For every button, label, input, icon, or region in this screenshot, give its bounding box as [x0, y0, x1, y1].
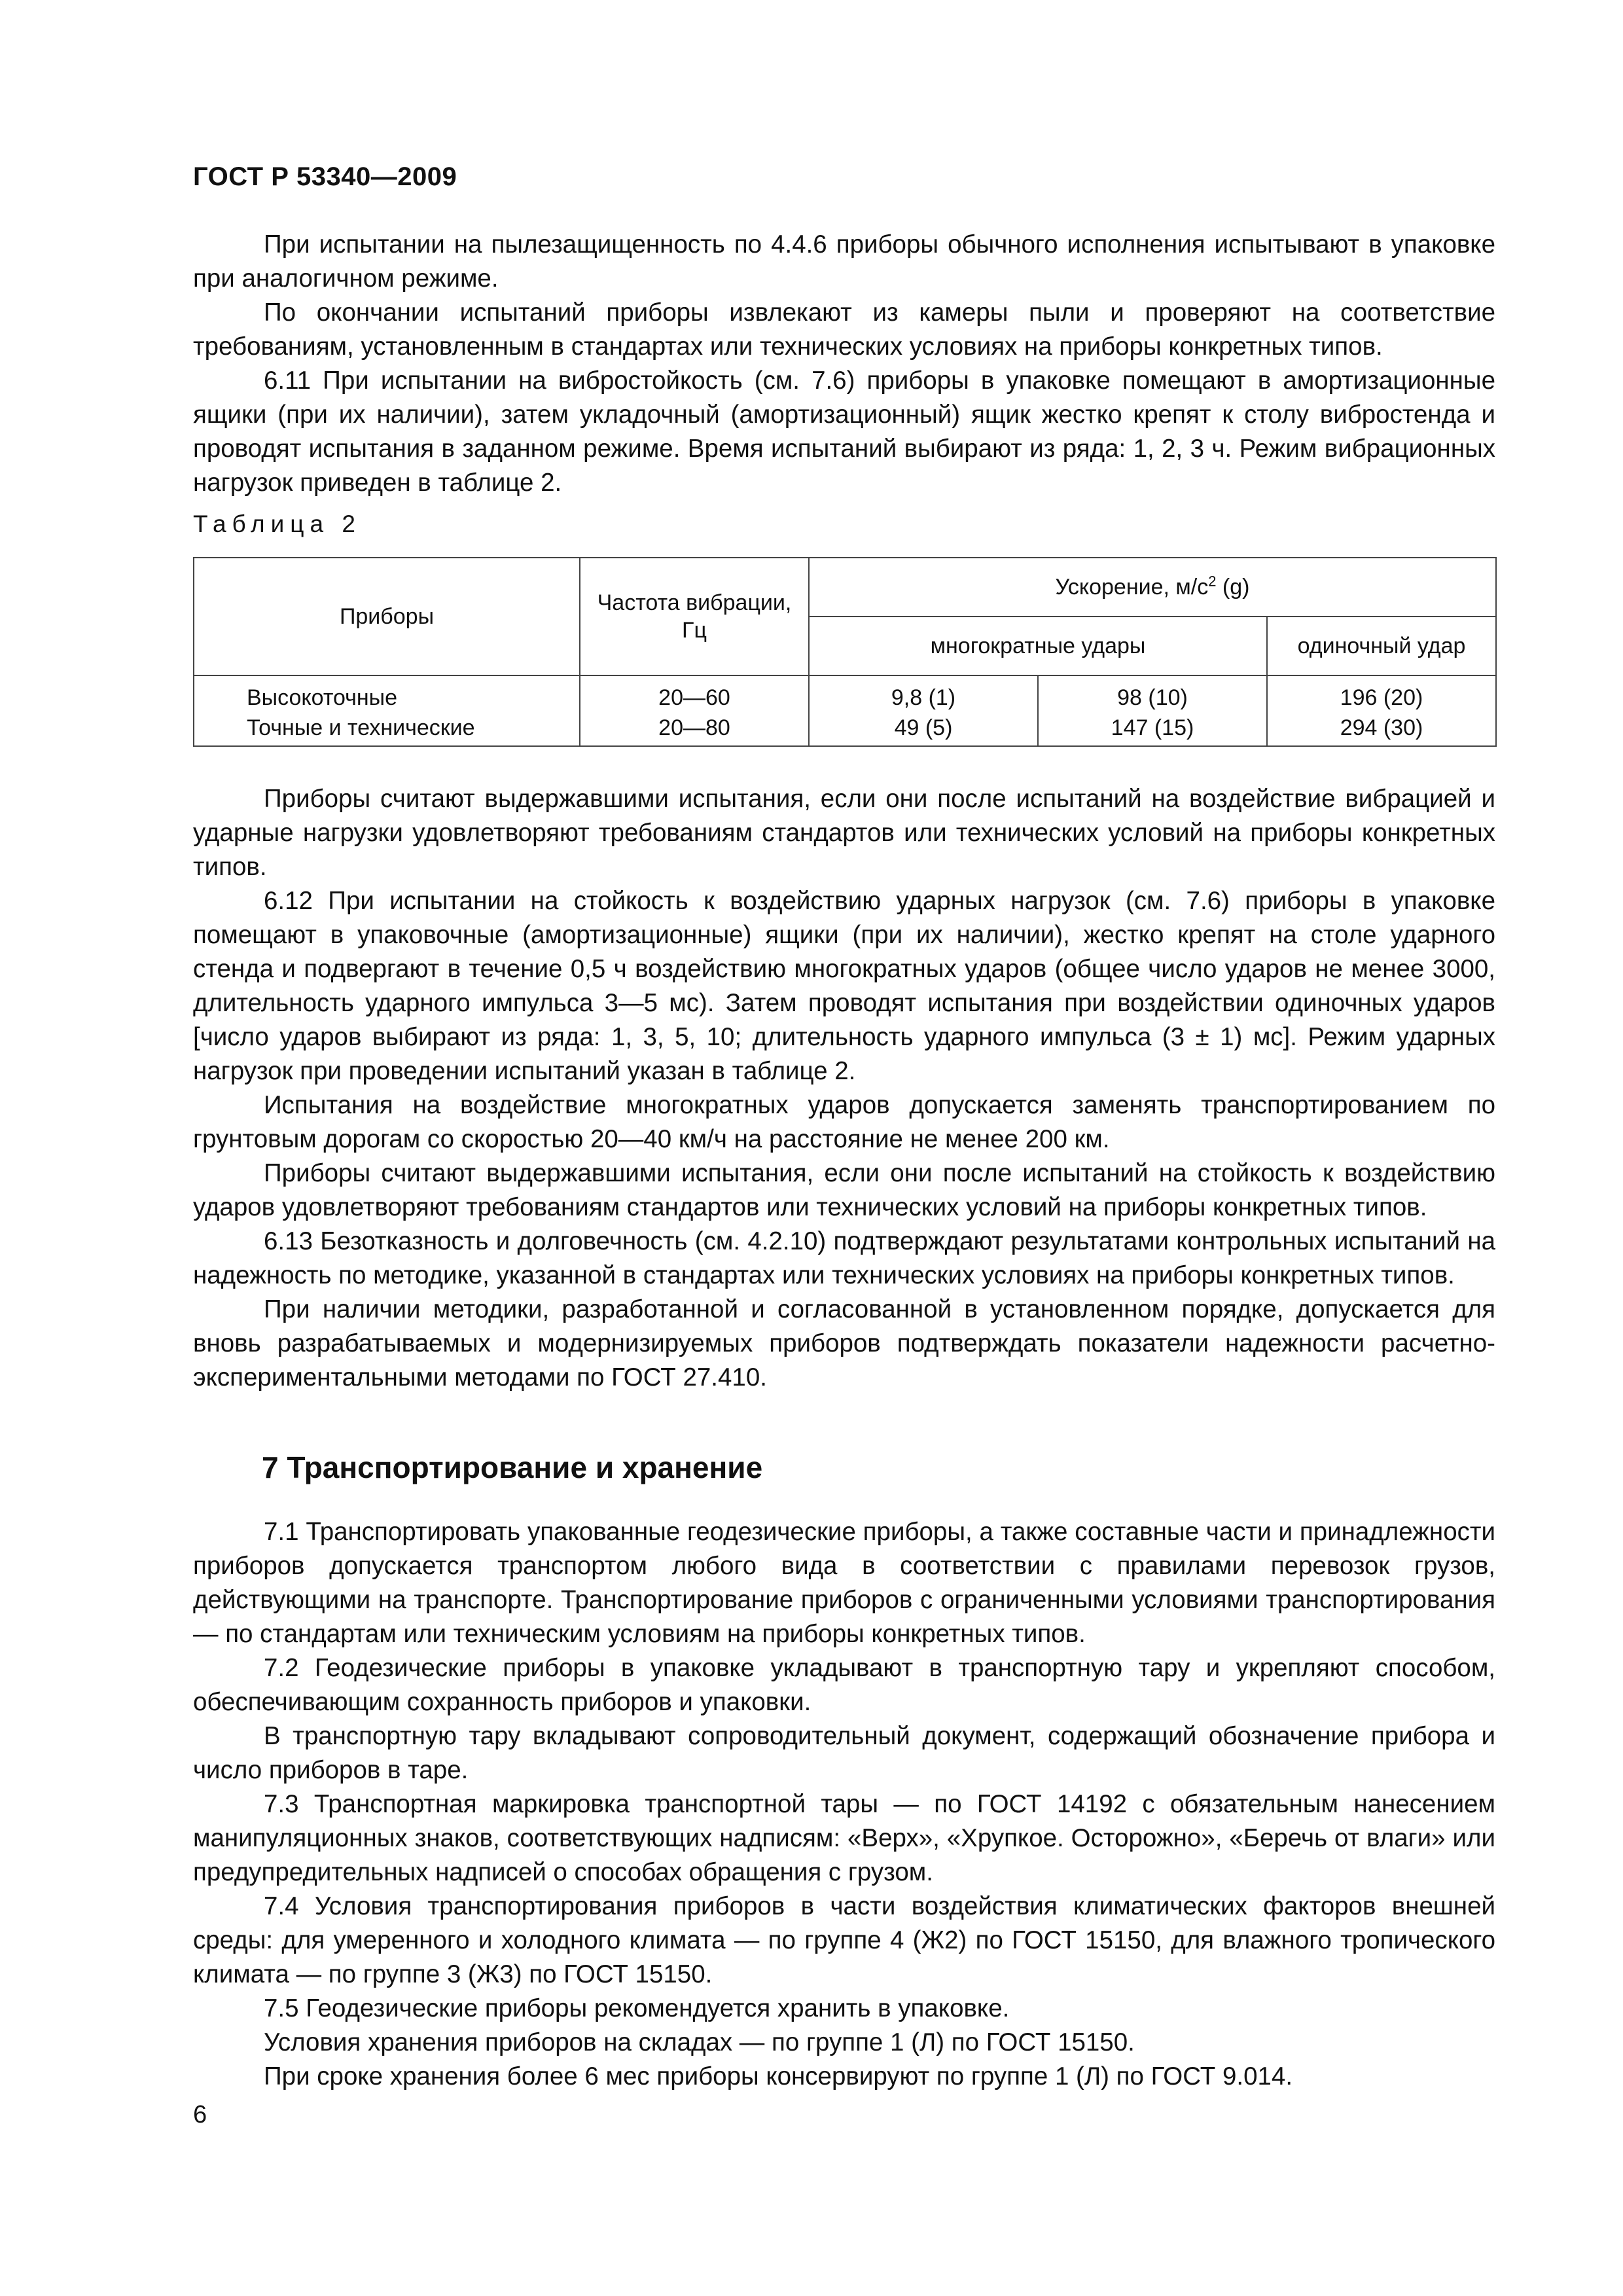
- paragraph: 7.2 Геодезические приборы в упаковке укладывают в транспортную тару и укрепляют способом, обеспечивающим сохранность приборов и упаковки.: [193, 1654, 1495, 1716]
- paragraph: Испытания на воздействие многократных ударов допускается заменять транспортированием по грунтовым дорогам со скоростью 20—40 км/ч на расстояние не менее 200 км.: [193, 1091, 1495, 1153]
- document-header: ГОСТ Р 53340—2009: [193, 162, 457, 191]
- paragraph: Приборы считают выдержавшими испытания, если они после испытаний на стойкость к воздействию ударов удовлетворяют требованиям стандартов или технических условий на приборы конкретных типов.: [193, 1159, 1495, 1221]
- section-title: 7 Транспортирование и хранение: [262, 1450, 763, 1484]
- header-multiple-shocks: многократные удары: [809, 617, 1267, 675]
- paragraph: При наличии методики, разработанной и согласованной в установленном порядке, допускается для вновь разрабатываемых и модернизируемых приборов подтверждать показатели надежности расчетно-экспериментальными методами по ГОСТ 27.410.: [193, 1295, 1495, 1391]
- cell-multi-2: 98 (10): [1038, 675, 1267, 713]
- paragraph: В транспортную тару вкладывают сопроводительный документ, содержащий обозначение прибора и число приборов в таре.: [193, 1722, 1495, 1784]
- section-text: [193, 1515, 1495, 2094]
- cell-frequency: 20—80: [580, 713, 809, 746]
- cell-device: Точные и технические: [194, 713, 580, 746]
- paragraph: 6.13 Безотказность и долговечность (см. 4.2.10) подтверждают результатами контрольных испытаний на надежность по методике, указанной в стандартах или технических условиях на приборы конкретных типов.: [193, 1227, 1495, 1289]
- paragraph: 7.4 Условия транспортирования приборов в части воздействия климатических факторов внешней среды: для умеренного и холодного климата — по группе 4 (Ж2) по ГОСТ 15150, для влажного тропического климата — по группе 3 (Ж3) по ГОСТ 15150.: [193, 1892, 1495, 1988]
- paragraph: 6.12 При испытании на стойкость к воздействию ударных нагрузок (см. 7.6) приборы в упаковке помещают в упаковочные (амортизационные) ящики (при их наличии), жестко крепят на столе ударного стенда и подвергают в течение 0,5 ч воздействию многократных ударов (общее число ударов не менее 3000, длительность ударного импульса 3—5 мс). Затем проводят испытания при воздействии одиночных ударов [число ударов выбирают из ряда: 1, 3, 5, 10; длительность ударного импульса (3 ± 1) мс]. Режим ударных нагрузок при проведении испытаний указан в таблице 2.: [193, 887, 1495, 1085]
- cell-multi-1: 49 (5): [809, 713, 1038, 746]
- header-acceleration: [809, 558, 1496, 617]
- paragraph: Условия хранения приборов на складах — по группе 1 (Л) по ГОСТ 15150.: [264, 2028, 1135, 2056]
- cell-multi-2: 147 (15): [1038, 713, 1267, 746]
- vibration-table: [193, 557, 1495, 747]
- paragraph: 7.1 Транспортировать упакованные геодезические приборы, а также составные части и принадлежности приборов допускается транспортом любого вида в соответствии с правилами перевозок грузов, действующими на транспорте. Транспортирование приборов с ограниченными условиями транспортирования — по стандартам или техническим условиям на приборы конкретных типов.: [193, 1518, 1495, 1648]
- table-caption: Таблица 2: [193, 511, 361, 537]
- header-acceleration-label: Ускорение, м/с: [1055, 575, 1209, 600]
- paragraph: При сроке хранения более 6 мес приборы консервируют по группе 1 (Л) по ГОСТ 9.014.: [264, 2062, 1293, 2090]
- cell-frequency: 20—60: [580, 675, 809, 713]
- table-row: [194, 713, 1496, 746]
- header-acceleration-unit: (g): [1216, 575, 1250, 600]
- cell-device: Высокоточные: [194, 675, 580, 713]
- paragraph: 7.5 Геодезические приборы рекомендуется хранить в упаковке.: [264, 1994, 1010, 2022]
- middle-text: [193, 782, 1495, 1395]
- page-number: 6: [193, 2101, 207, 2128]
- paragraph: Приборы считают выдержавшими испытания, если они после испытаний на воздействие вибрацией и ударные нагрузки удовлетворяют требованиям стандартов или технических условий на приборы конкретных типов.: [193, 785, 1495, 881]
- intro-text: [193, 228, 1495, 500]
- header-acceleration-exponent: 2: [1208, 573, 1217, 590]
- cell-multi-1: 9,8 (1): [809, 675, 1038, 713]
- header-frequency: Частота вибрации, Гц: [580, 558, 809, 675]
- header-devices: Приборы: [194, 558, 580, 675]
- table-row: [194, 675, 1496, 713]
- paragraph: При испытании на пылезащищенность по 4.4.6 приборы обычного исполнения испытывают в упаковке при аналогичном режиме.: [193, 230, 1495, 293]
- header-single-shock: одиночный удар: [1267, 617, 1496, 675]
- paragraph: 6.11 При испытании на вибростойкость (см. 7.6) приборы в упаковке помещают в амортизационные ящики (при их наличии), затем укладочный (амортизационный) ящик жестко крепят к столу вибростенда и проводят испытания в заданном режиме. Время испытаний выбирают из ряда: 1, 2, 3 ч. Режим вибрационных нагрузок приведен в таблице 2.: [193, 367, 1495, 497]
- cell-single: 294 (30): [1267, 713, 1496, 746]
- paragraph: По окончании испытаний приборы извлекают из камеры пыли и проверяют на соответствие требованиям, установленным в стандартах или технических условиях на приборы конкретных типов.: [193, 298, 1495, 361]
- cell-single: 196 (20): [1267, 675, 1496, 713]
- paragraph: 7.3 Транспортная маркировка транспортной тары — по ГОСТ 14192 с обязательным нанесением манипуляционных знаков, соответствующих надписям: «Верх», «Хрупкое. Осторожно», «Беречь от влаги» или предупредительных надписей о способах обращения с грузом.: [193, 1790, 1495, 1886]
